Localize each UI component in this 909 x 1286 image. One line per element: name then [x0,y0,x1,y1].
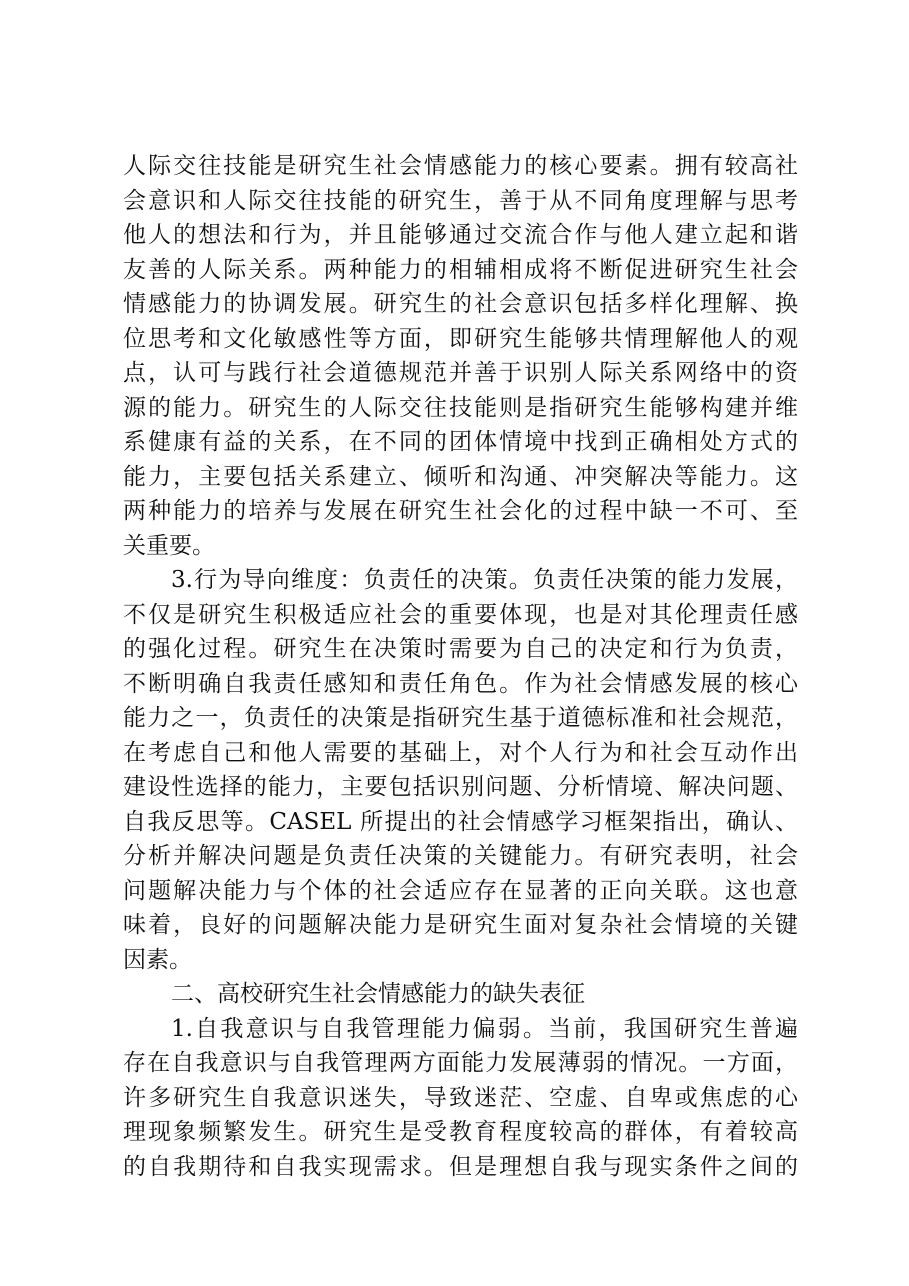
text-line: 不断明确自我责任感知和责任角色。作为社会情感发展的核心 [123,670,798,697]
text-line: 情感能力的协调发展。研究生的社会意识包括多样化理解、换 [123,291,798,317]
text-line: 分析并解决问题是负责任决策的关键能力。有研究表明，社会 [123,843,798,869]
text-line: 3.行为导向维度：负责任的决策。负责任决策的能力发展， [171,567,798,593]
text-line: 不仅是研究生积极适应社会的重要体现，也是对其伦理责任感 [123,601,798,628]
text-line: 他人的想法和行为，并且能够通过交流合作与他人建立起和谐 [123,222,798,248]
text-line: 味着，良好的问题解决能力是研究生面对复杂社会情境的关键 [123,912,798,938]
text-line: 友善的人际关系。两种能力的相辅相成将不断促进研究生社会 [123,256,798,283]
text-line: 1.自我意识与自我管理能力偏弱。当前，我国研究生普遍 [171,1015,798,1042]
text-line: 会意识和人际交往技能的研究生，善于从不同角度理解与思考 [123,187,798,214]
text-line: 因素。 [123,946,192,973]
text-line: 理现象频繁发生。研究生是受教育程度较高的群体，有着较高 [123,1119,798,1145]
text-line: 存在自我意识与自我管理两方面能力发展薄弱的情况。一方面， [123,1050,798,1076]
text-line: 源的能力。研究生的人际交往技能则是指研究生能够构建并维 [123,394,798,421]
text-line: 的强化过程。研究生在决策时需要为自己的决定和行为负责， [123,636,798,662]
text-line: 两种能力的培养与发展在研究生社会化的过程中缺一不可、至 [123,498,798,524]
text-line: 在考虑自己和他人需要的基础上，对个人行为和社会互动作出 [123,739,798,766]
text-line: 问题解决能力与个体的社会适应存在显著的正向关联。这也意 [123,877,798,904]
text-line: 的自我期待和自我实现需求。但是理想自我与现实条件之间的 [123,1153,798,1180]
text-line: 能力之一，负责任的决策是指研究生基于道德标准和社会规范， [123,705,798,731]
text-line: 能力，主要包括关系建立、倾听和沟通、冲突解决等能力。这 [123,463,798,490]
text-line: 二、高校研究生社会情感能力的缺失表征 [171,981,585,1007]
text-line: 自我反思等。CASEL 所提出的社会情感学习框架指出，确认、 [123,808,798,835]
text-line: 位思考和文化敏感性等方面，即研究生能够共情理解他人的观 [123,325,798,352]
text-line: 系健康有益的关系，在不同的团体情境中找到正确相处方式的 [123,429,798,455]
text-line: 关重要。 [123,532,215,559]
text-line: 点，认可与践行社会道德规范并善于识别人际关系网络中的资 [123,360,798,386]
body-text [123,149,798,1184]
text-line: 人际交往技能是研究生社会情感能力的核心要素。拥有较高社 [123,153,798,179]
text-line: 许多研究生自我意识迷失，导致迷茫、空虚、自卑或焦虑的心 [123,1084,798,1111]
text-line: 建设性选择的能力，主要包括识别问题、分析情境、解决问题、 [123,774,798,800]
